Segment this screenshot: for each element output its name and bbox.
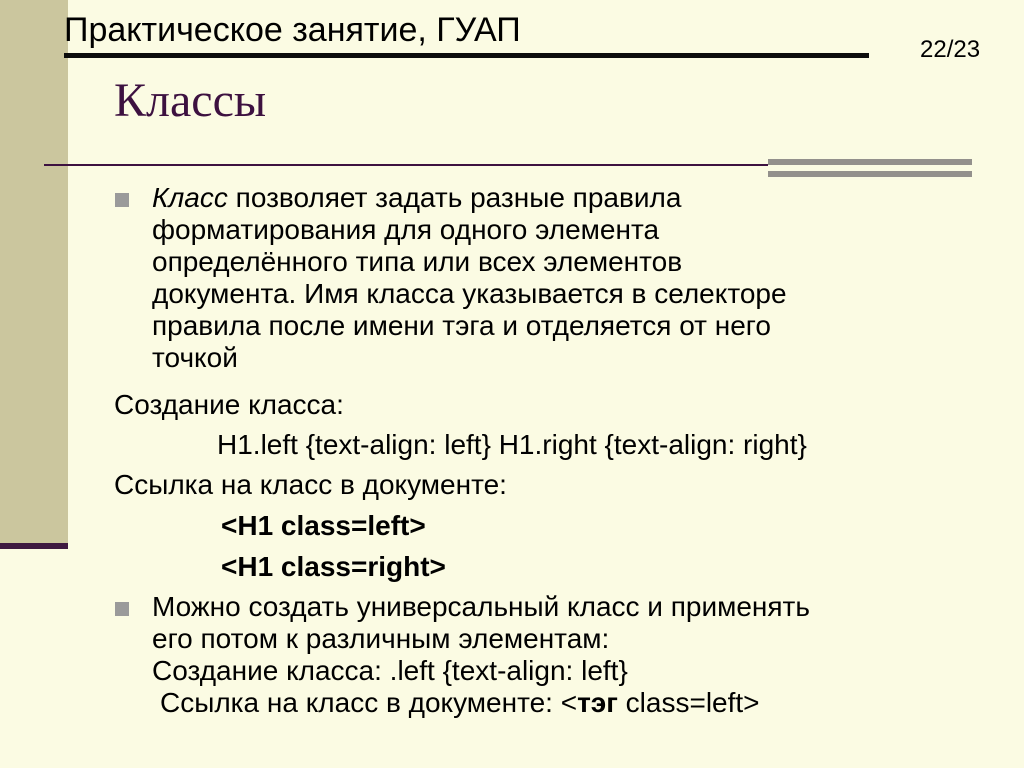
bullet1-line4: документа. Имя класса указывается в селекторе — [152, 278, 787, 309]
bullet1-line6: точкой — [152, 342, 238, 373]
create-class-code: H1.left {text-align: left} H1.right {text-align: right} — [217, 429, 807, 460]
bullet2-text — [152, 591, 810, 719]
bullet2-line1: Можно создать универсальный класс и применять — [152, 591, 810, 622]
page-number: 22/23 — [920, 36, 981, 63]
slide-title: Классы — [114, 74, 267, 127]
bullet1-line5: правила после имени тэга и отделяется от него — [152, 310, 771, 341]
title-rule-thick-top — [768, 159, 972, 165]
side-accent-line — [0, 543, 68, 549]
bullet1-term: Класс — [152, 182, 228, 213]
bullet1-line3: определённого типа или всех элементов — [152, 246, 683, 277]
bullet1-line2: форматирования для одного элемента — [152, 214, 660, 245]
course-header: Практическое занятие, ГУАП — [64, 11, 521, 49]
bullet2-line3: Создание класса: .left {text-align: left} — [152, 655, 628, 686]
class-reference-code-right: <H1 class=right> — [221, 551, 446, 582]
side-accent-bar — [0, 0, 68, 543]
bullet-marker — [115, 193, 129, 207]
bullet2-line2: его потом к различным элементам: — [152, 623, 610, 654]
bullet1-text — [152, 182, 787, 374]
bullet2-tag-word: тэг — [577, 687, 618, 718]
title-rule-thin — [44, 164, 768, 166]
create-class-label: Создание класса: — [114, 389, 344, 420]
class-reference-label: Ссылка на класс в документе: — [114, 469, 507, 500]
bullet2-line4: Ссылка на класс в документе: <тэг class=left> — [160, 687, 760, 718]
bullet-marker — [115, 602, 129, 616]
bullet1-line1: Класс позволяет задать разные правила — [152, 182, 682, 213]
class-reference-code-left: <H1 class=left> — [221, 510, 426, 541]
title-rule-thick-bottom — [768, 171, 972, 177]
header-underline — [64, 53, 869, 58]
